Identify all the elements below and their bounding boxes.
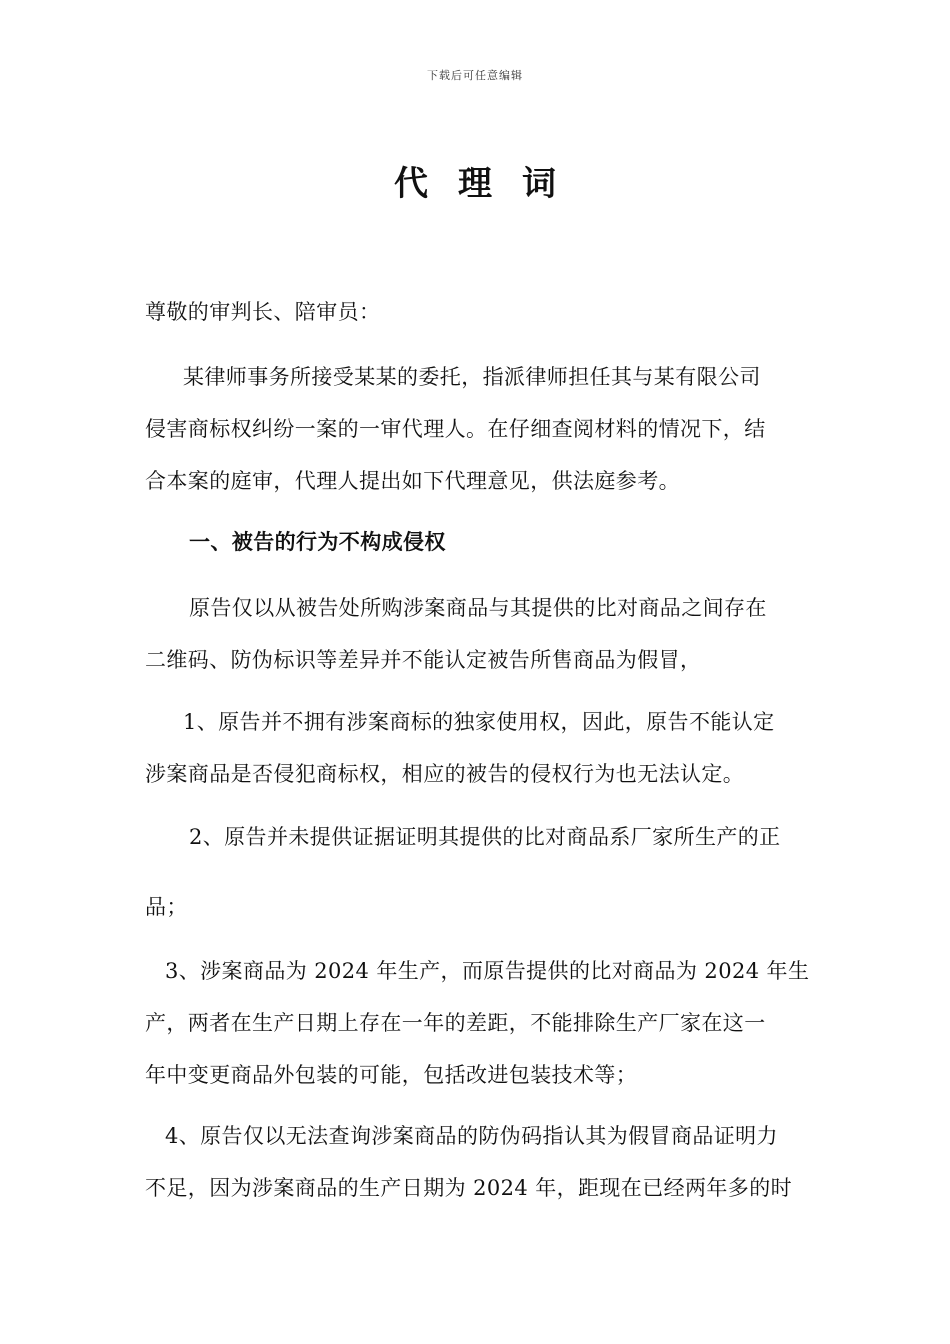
point-3-line-3: 年中变更商品外包装的可能，包括改进包装技术等；	[145, 1063, 638, 1087]
document-title: 代理词	[394, 164, 586, 204]
point-4-line-2: 不足，因为涉案商品的生产日期为 2024 年，距现在已经两年多的时	[145, 1176, 792, 1200]
intro-line-3: 合本案的庭审，代理人提出如下代理意见，供法庭参考。	[145, 469, 680, 493]
header-note: 下载后可任意编辑	[427, 69, 523, 82]
salutation	[145, 286, 810, 338]
main-argument-line-1: 原告仅以从被告处所购涉案商品与其提供的比对商品之间存在	[189, 596, 767, 620]
intro-paragraph	[145, 351, 810, 507]
point-3-paragraph	[145, 945, 810, 1101]
point-3-line-1: 3、涉案商品为 2024 年生产，而原告提供的比对商品为 2024 年生	[165, 959, 810, 983]
intro-line-1: 某律师事务所接受某某的委托，指派律师担任其与某有限公司	[183, 365, 761, 389]
section-heading-text: 一、被告的行为不构成侵权	[189, 530, 446, 554]
salutation-text: 尊敬的审判长、陪审员：	[145, 300, 381, 324]
point-2-paragraph	[145, 811, 810, 933]
main-argument-line-2: 二维码、防伪标识等差异并不能认定被告所售商品为假冒，	[145, 648, 702, 672]
main-argument-paragraph	[145, 582, 810, 686]
point-3-line-2: 产，两者在生产日期上存在一年的差距，不能排除生产厂家在这一	[145, 1011, 766, 1035]
point-1-paragraph	[145, 696, 810, 800]
section-heading	[145, 516, 810, 568]
point-1-line-2: 涉案商品是否侵犯商标权，相应的被告的侵权行为也无法认定。	[145, 762, 745, 786]
point-2-line-1: 2、原告并未提供证据证明其提供的比对商品系厂家所生产的正	[189, 825, 781, 849]
point-4-line-1: 4、原告仅以无法查询涉案商品的防伪码指认其为假冒商品证明力	[165, 1124, 778, 1148]
point-4-paragraph	[145, 1110, 810, 1214]
intro-line-2: 侵害商标权纠纷一案的一审代理人。在仔细查阅材料的情况下，结	[145, 417, 766, 441]
point-1-line-1: 1、原告并不拥有涉案商标的独家使用权，因此，原告不能认定	[183, 710, 775, 734]
point-2-line-2: 品；	[145, 895, 188, 919]
